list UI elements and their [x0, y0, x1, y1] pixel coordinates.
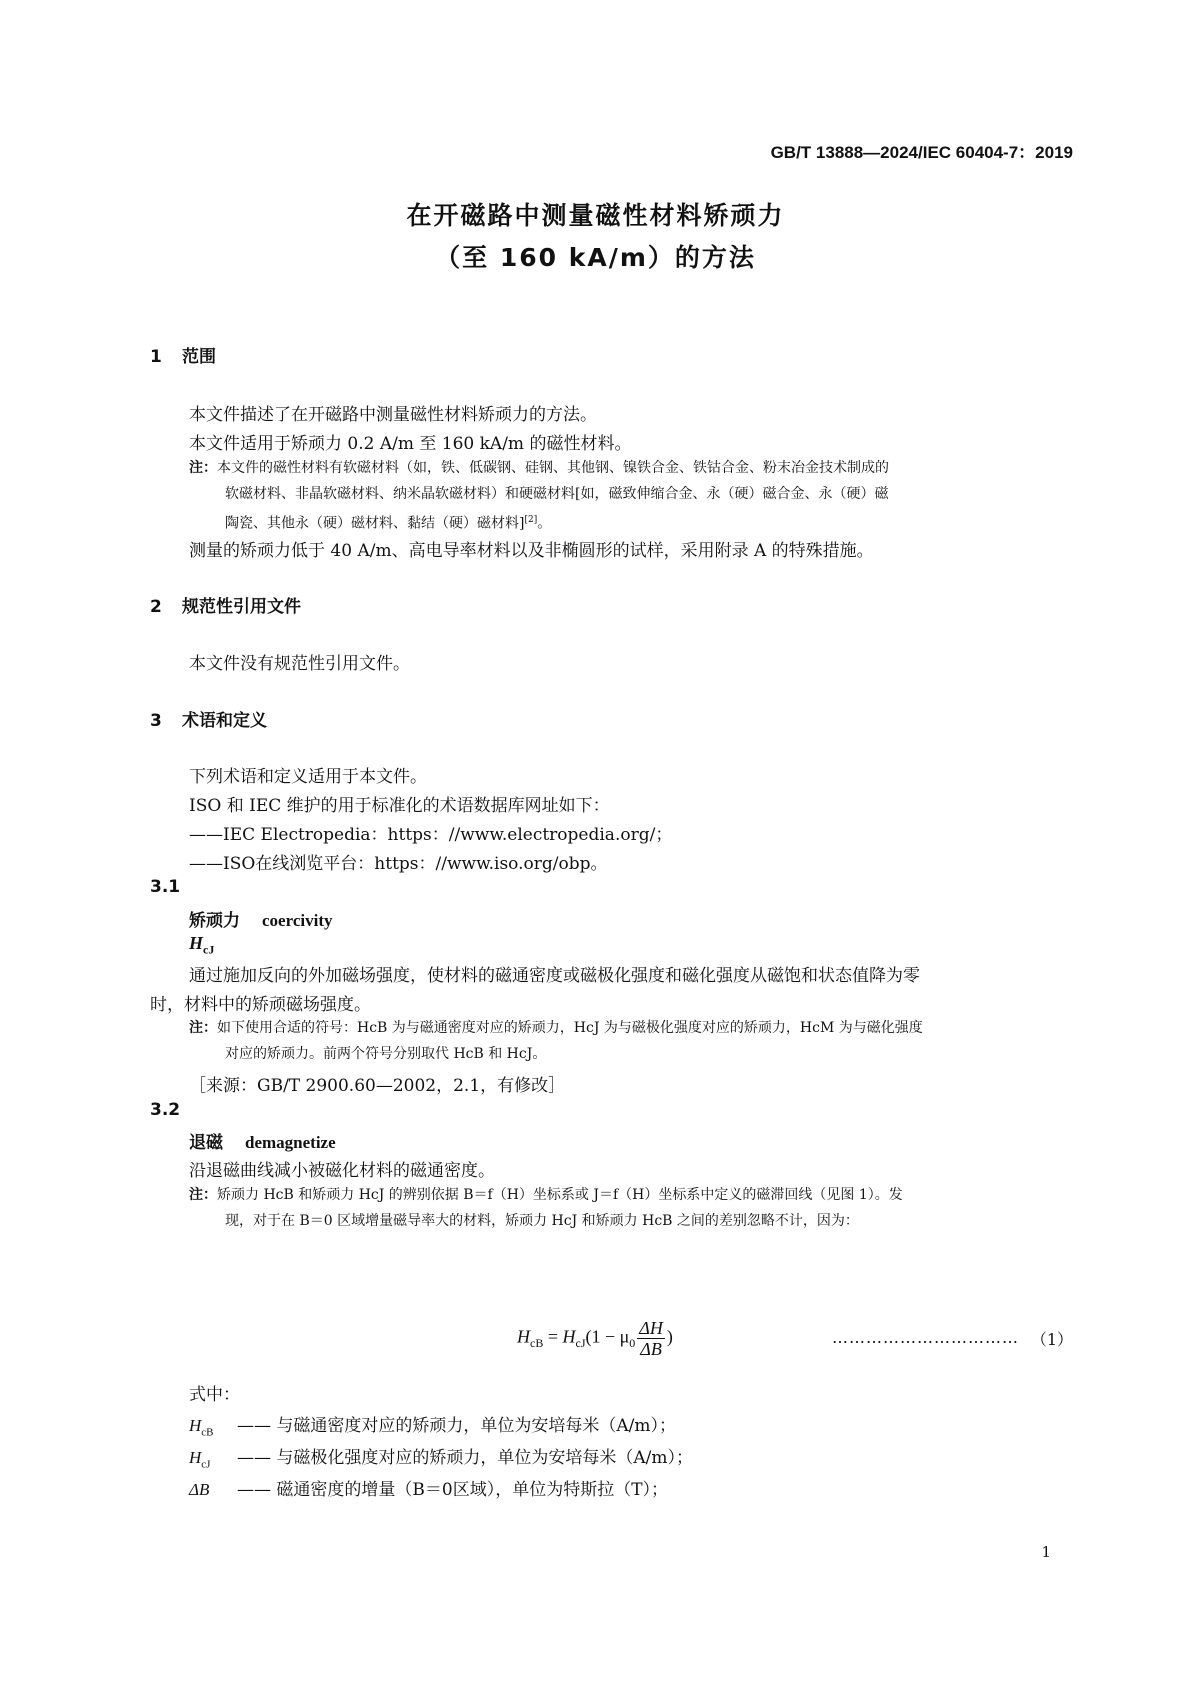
- section-title: 规范性引用文件: [182, 597, 301, 617]
- variable-description: —— 磁通密度的增量（B＝0区域），单位为特斯拉（T）；: [237, 1480, 669, 1500]
- where-item: [189, 1443, 693, 1470]
- where-item: [189, 1475, 668, 1502]
- section-1-heading: [150, 342, 216, 367]
- formula-symbol: H: [562, 1326, 576, 1347]
- note-text: 现，对于在 B＝0 区域增量磁导率大的材料，矫顽力 HcJ 和矫顽力 HcB 之间的差别忽略不计，因为：: [225, 1213, 859, 1229]
- variable-description: —— 与磁极化强度对应的矫顽力，单位为安培每米（A/m）；: [237, 1448, 694, 1468]
- note: [189, 455, 1069, 537]
- reference-marker: [2]: [524, 515, 538, 525]
- formula: $H_{cB} = H_{cJ}(1 - \mu_0$ $\frac{\Delta H}{\Delta B}$ ): [517, 1318, 673, 1359]
- document-title-line2: （至 160 kA/m）的方法: [435, 243, 756, 272]
- note-text: 软磁材料、非晶软磁材料、纳米晶软磁材料）和硬磁材料[如，磁致伸缩合金、永（硬）磁合金、永（硬）磁: [225, 486, 889, 502]
- definition: 沿退磁曲线减小被磁化材料的磁通密度。: [189, 1161, 495, 1181]
- fraction-denominator: ΔB: [640, 1339, 662, 1359]
- page-number: 1: [1041, 1543, 1051, 1561]
- note-end: 。: [537, 515, 552, 532]
- variable-description: —— 与磁通密度对应的矫顽力，单位为安培每米（A/m）；: [237, 1416, 677, 1436]
- paragraph: 本文件适用于矫顽力 0.2 A/m 至 160 kA/m 的磁性材料。: [189, 434, 632, 454]
- section-3-heading: [150, 706, 267, 731]
- paragraph: ISO 和 IEC 维护的用于标准化的术语数据库网址如下：: [189, 796, 610, 816]
- section-title: 术语和定义: [182, 711, 267, 731]
- fraction: [637, 1318, 665, 1359]
- source-citation: ［来源：GB/T 2900.60—2002，2.1，有修改］: [189, 1076, 566, 1096]
- formula-symbol: H: [517, 1326, 530, 1347]
- equation-number: （1）: [1030, 1330, 1073, 1349]
- note-label: 注：: [189, 460, 217, 476]
- note-text: 陶瓷、其他永（硬）磁材料、黏结（硬）磁材料]: [225, 515, 525, 532]
- paragraph: 本文件没有规范性引用文件。: [189, 654, 410, 674]
- standard-number: GB/T 13888—2024/IEC 60404-7：2019: [770, 143, 1073, 162]
- clause-number: 3.2: [150, 1100, 181, 1120]
- definition: 时，材料中的矫顽磁场强度。: [150, 995, 371, 1015]
- note-label: 注：: [189, 1187, 217, 1203]
- term-entry: [189, 906, 332, 931]
- variable: $H_{cB}$: [189, 1416, 214, 1439]
- list-item: ——ISO在线浏览平台：https：//www.iso.org/obp。: [189, 854, 608, 874]
- fraction-numerator: ΔH: [639, 1318, 663, 1338]
- note: [189, 1182, 1069, 1234]
- note-text: 本文件的磁性材料有软磁材料（如，铁、低碳钢、硅钢、其他钢、镍铁合金、铁钴合金、粉末冶金技术制成的: [217, 460, 889, 476]
- term-symbol: $H_{cJ}$: [189, 933, 215, 957]
- where-item: [189, 1411, 676, 1438]
- note-text: 矫顽力 HcB 和矫顽力 HcJ 的辨别依据 B＝f（H）坐标系或 J＝f（H）坐标系中定义的磁滞回线（见图 1）。发: [217, 1187, 903, 1203]
- document-title-line1: 在开磁路中测量磁性材料矫顽力: [406, 201, 785, 230]
- section-title: 范围: [182, 347, 216, 367]
- paragraph: 测量的矫顽力低于 40 A/m、高电导率材料以及非椭圆形的试样，采用附录 A 的特殊措施。: [189, 541, 874, 561]
- note-label: 注：: [189, 1020, 217, 1036]
- where-label: 式中：: [189, 1385, 240, 1405]
- note-text: 对应的矫顽力。前两个符号分别取代 HcB 和 HcJ。: [225, 1046, 547, 1062]
- term-en: demagnetize: [245, 1133, 336, 1152]
- section-number: 1: [150, 347, 162, 367]
- leader-dots: ……………………………: [832, 1328, 1019, 1347]
- section-number: 2: [150, 597, 162, 617]
- term-zh: 退磁: [189, 1133, 223, 1153]
- section-number: 3: [150, 711, 162, 731]
- term-zh: 矫顽力: [189, 911, 240, 931]
- paragraph: 本文件描述了在开磁路中测量磁性材料矫顽力的方法。: [189, 405, 597, 425]
- section-2-heading: [150, 592, 301, 617]
- variable: $H_{cJ}$: [189, 1448, 211, 1471]
- variable: ΔB: [189, 1480, 210, 1499]
- note-text-last: [189, 507, 1069, 537]
- term-entry: [189, 1128, 336, 1153]
- clause-number: 3.1: [150, 877, 181, 897]
- paragraph: 下列术语和定义适用于本文件。: [189, 767, 427, 787]
- term-en: coercivity: [262, 911, 333, 930]
- note-text: 如下使用合适的符号：HcB 为与磁通密度对应的矫顽力，HcJ 为与磁极化强度对应的矫顽力，HcM 为与磁化强度: [217, 1020, 923, 1036]
- note: [189, 1015, 1069, 1067]
- definition: 通过施加反向的外加磁场强度，使材料的磁通密度或磁极化强度和磁化强度从磁饱和状态值降为零: [189, 966, 920, 986]
- list-item: ——IEC Electropedia：https：//www.electropedia.org/；: [189, 825, 673, 845]
